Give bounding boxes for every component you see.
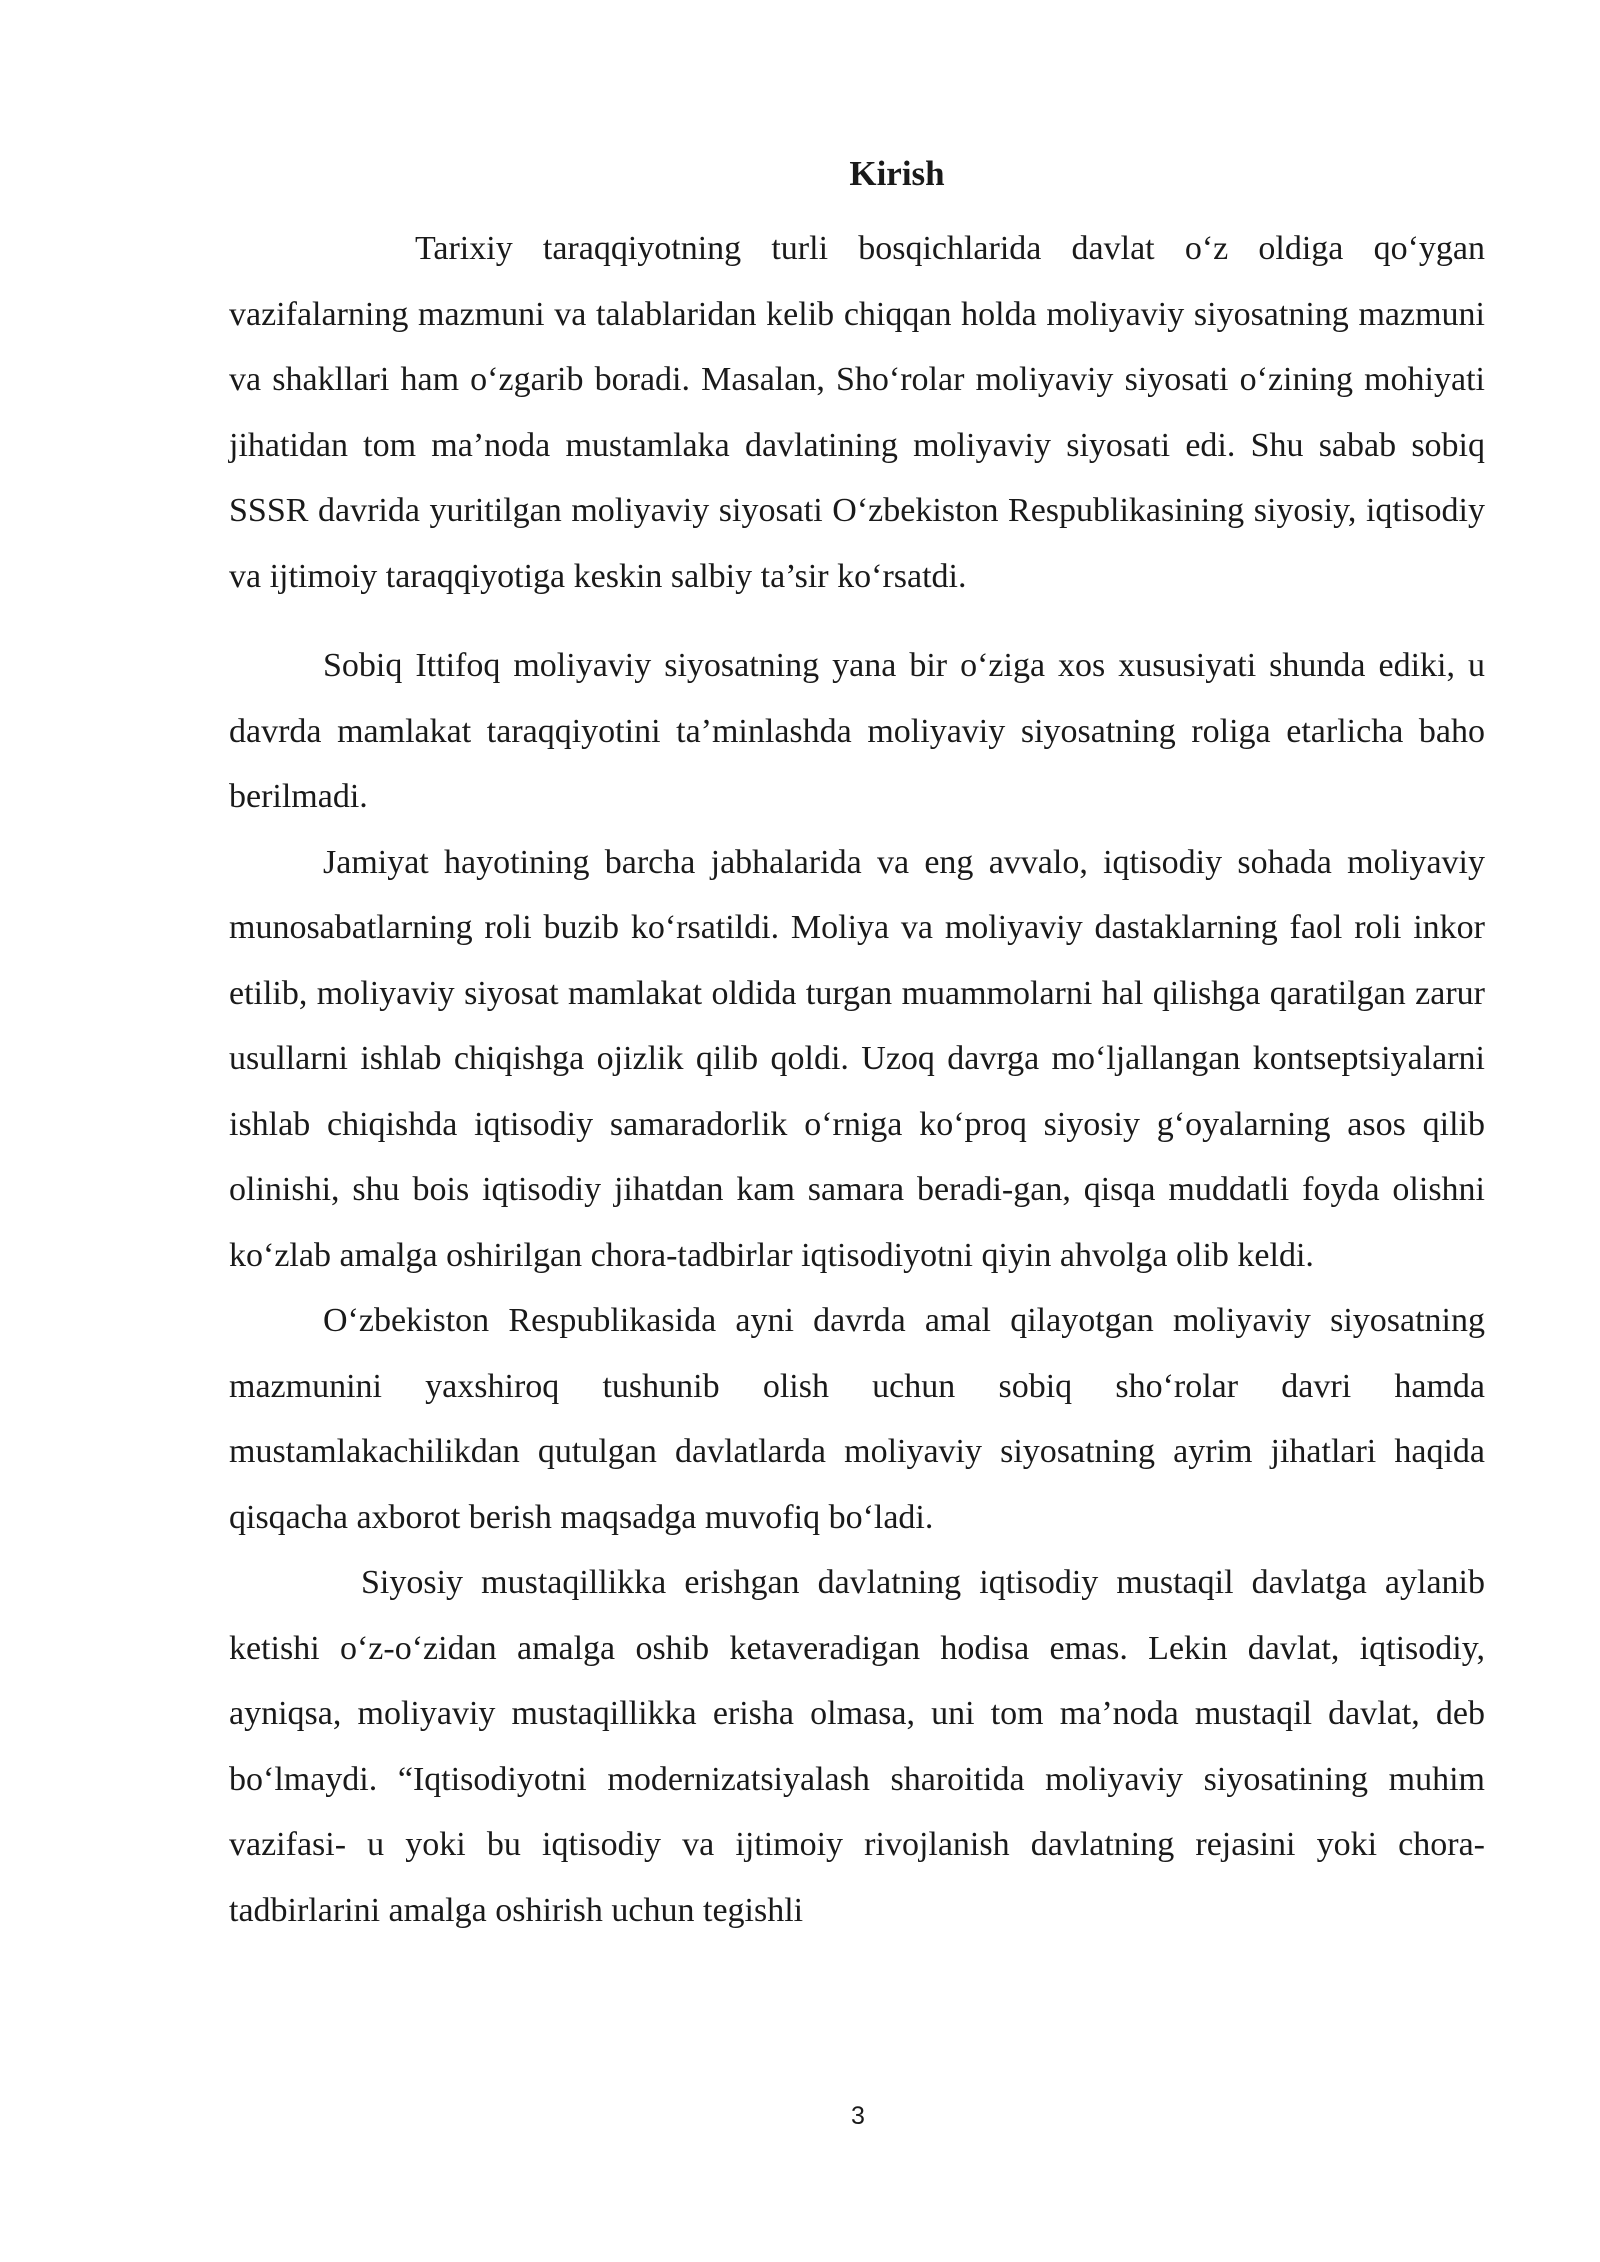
paragraph-4: O‘zbekiston Respublikasida ayni davrda amal qilayotgan moliyaviy siyosatning mazmunini yaxshiroq tushunib olish uchun sobiq sho‘rolar davri hamda mustamlakachilikdan qutulgan davlatlarda moliyaviy siyosatning ayrim jihatlari haqida qisqacha axborot berish maqsadga muvofiq bo‘ladi. bbox=[229, 1302, 1485, 1536]
section-heading: Kirish bbox=[849, 154, 945, 193]
paragraph-1: Tarixiy taraqqiyotning turli bosqichlarida davlat o‘z oldiga qo‘ygan vazifalarning mazmuni va talablaridan kelib chiqqan holda moliyaviy siyosatning mazmuni va shakllari ham o‘zgarib boradi. Masalan, Sho‘rolar moliyaviy siyosati o‘zining mohiyati jihatidan tom ma’noda mustamlaka davlatining moliyaviy siyosati edi. Shu sabab sobiq SSSR davrida yuritilgan moliyaviy siyosati O‘zbekiston Respublikasining siyosiy, iqtisodiy va ijtimoiy taraqqiyotiga keskin salbiy ta’sir ko‘rsatdi. bbox=[229, 230, 1485, 595]
paragraph-5: Siyosiy mustaqillikka erishgan davlatning iqtisodiy mustaqil davlatga aylanib ketishi o‘z-o‘zidan amalga oshib ketaveradigan hodisa emas. Lekin davlat, iqtisodiy, ayniqsa, moliyaviy mustaqillikka erisha olmasa, uni tom ma’noda mustaqil davlat, deb bo‘lmaydi. “Iqtisodiyotni modernizatsiyalash sharoitida moliyaviy siyosatining muhim vazifasi- u yoki bu iqtisodiy va ijtimoiy rivojlanish davlatning rejasini yoki chora-tadbirlarini amalga oshirish uchun tegishli bbox=[229, 1564, 1485, 1929]
paragraph-2: Sobiq Ittifoq moliyaviy siyosatning yana bir o‘ziga xos xususiyati shunda ediki, u davrda mamlakat taraqqiyotini ta’minlashda moliyaviy siyosatning roliga etarlicha baho berilmadi. bbox=[229, 647, 1485, 815]
page-content bbox=[229, 148, 1485, 1943]
paragraph-3: Jamiyat hayotining barcha jabhalarida va eng avvalo, iqtisodiy sohada moliyaviy munosabatlarning roli buzib ko‘rsatildi. Moliya va moliyaviy dastaklarning faol roli inkor etilib, moliyaviy siyosat mamlakat oldida turgan muammolarni hal qilishga qaratilgan zarur usullarni ishlab chiqishga ojizlik qilib qoldi. Uzoq davrga mo‘ljallangan kontseptsiyalarni ishlab chiqishda iqtisodiy samaradorlik o‘rniga ko‘proq siyosiy g‘oyalarning asos qilib olinishi, shu bois iqtisodiy jihatdan kam samara beradi-gan, qisqa muddatli foyda olishni ko‘zlab amalga oshirilgan chora-tadbirlar iqtisodiyotni qiyin ahvolga olib keldi. bbox=[229, 843, 1485, 1274]
page-number: 3 bbox=[851, 2102, 865, 2130]
